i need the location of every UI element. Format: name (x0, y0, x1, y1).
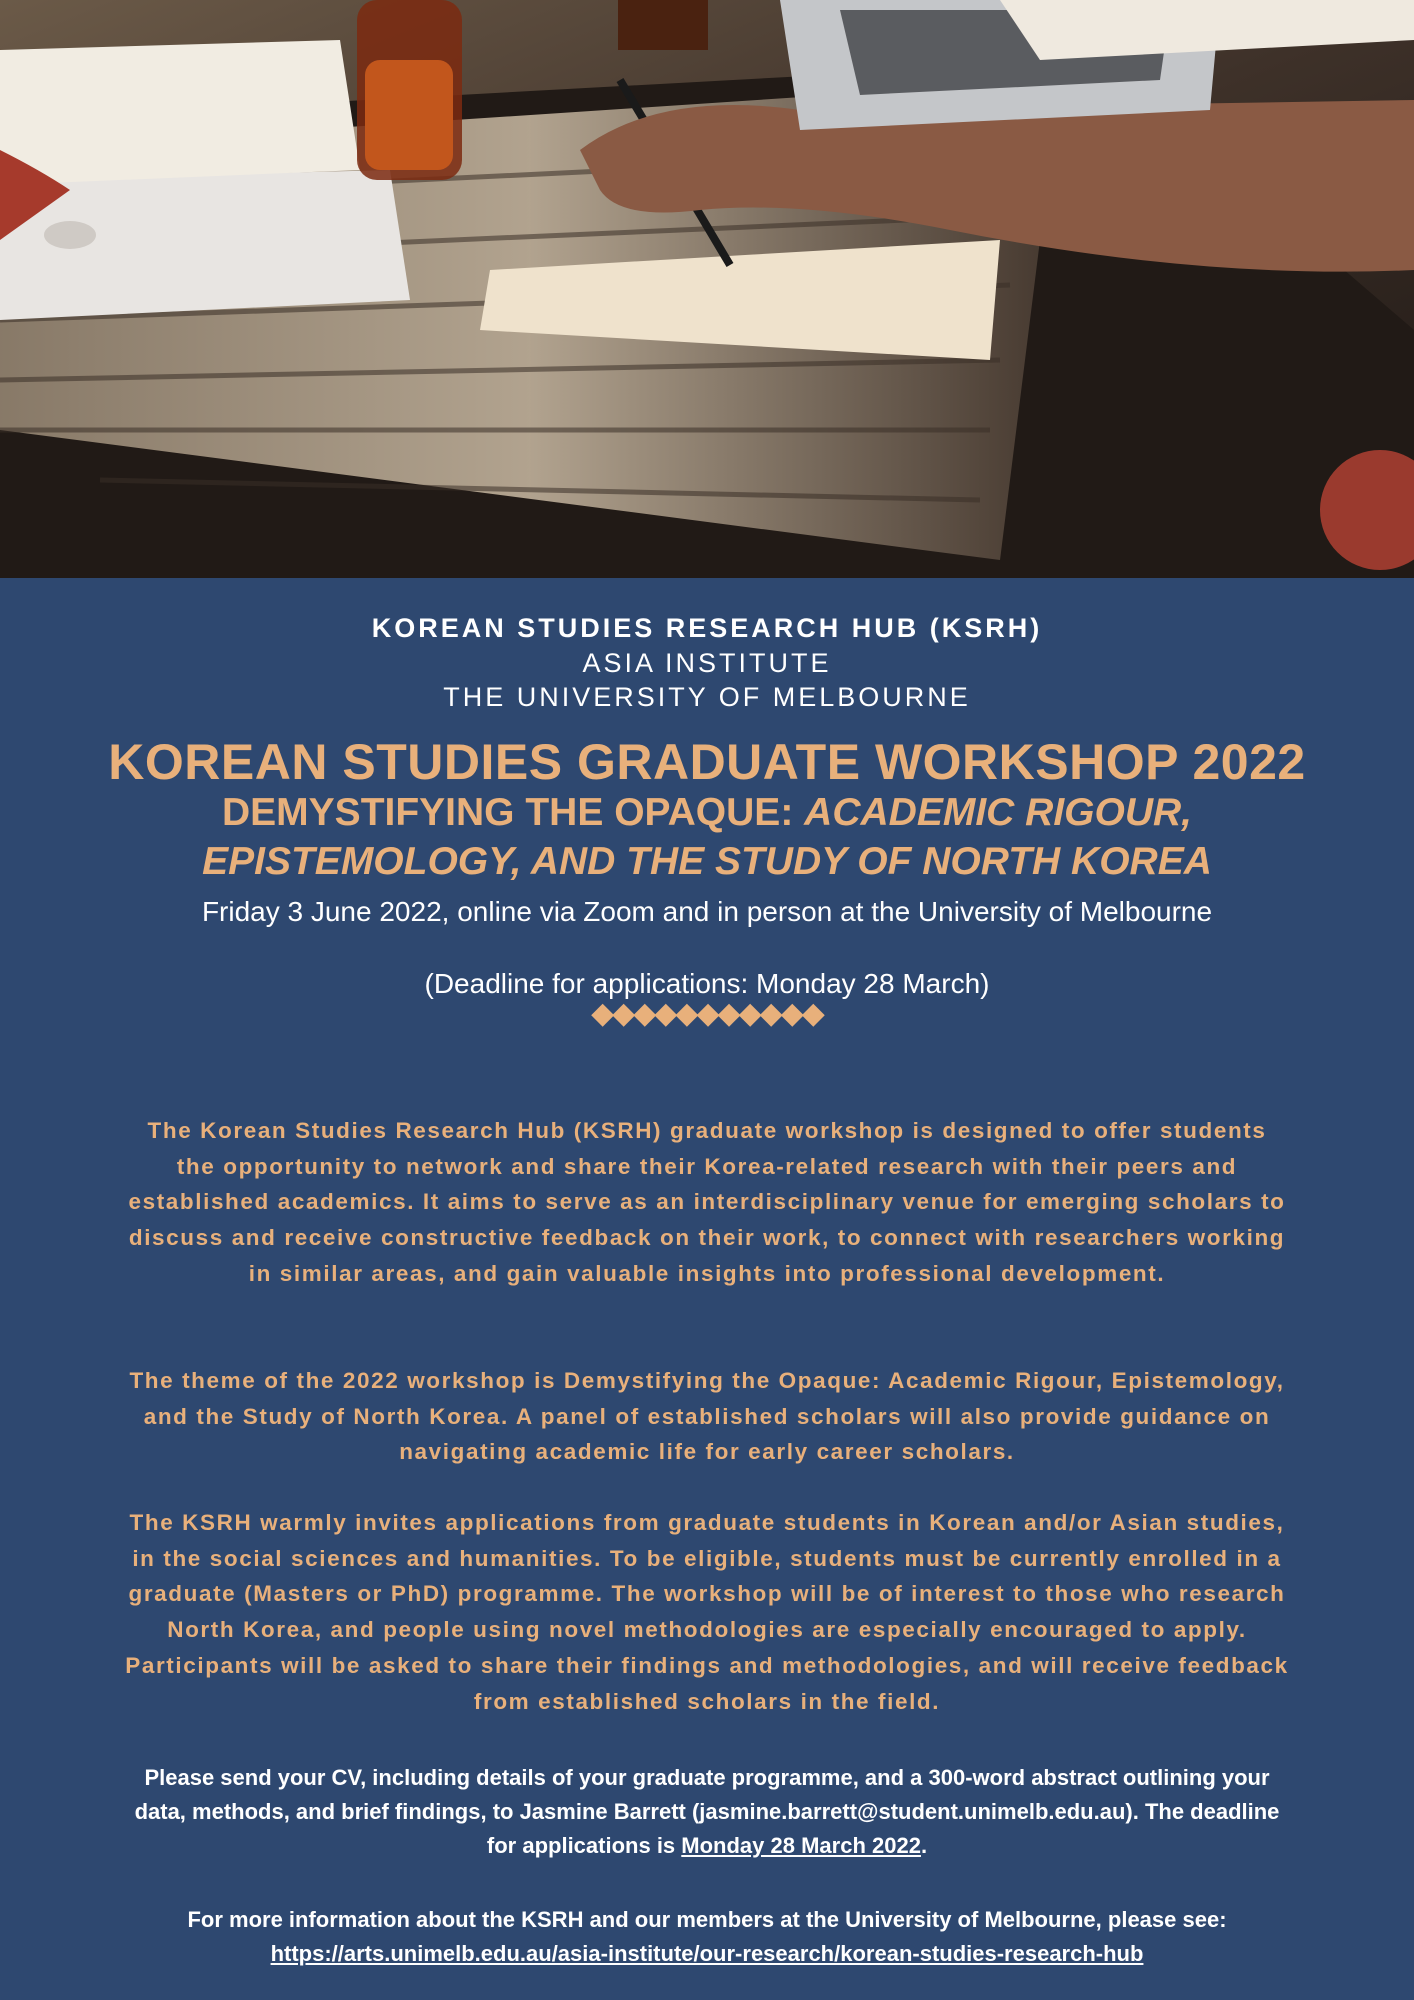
application-instructions (125, 1761, 1289, 1863)
university-name: THE UNIVERSITY OF MELBOURNE (443, 682, 971, 712)
workshop-title: KOREAN STUDIES GRADUATE WORKSHOP 2022 (108, 734, 1306, 790)
theme-paragraph: The theme of the 2022 workshop is Demystifying the Opaque: Academic Rigour, Epistemology, and the Study of North Korea. A panel of established scholars will also provide guidance on navigating academic life for early career scholars. (129, 1368, 1285, 1465)
eligibility-paragraph: The KSRH warmly invites applications from graduate students in Korean and/or Asian studies, in the social sciences and humanities. To be eligible, students must be currently enrolled in a graduate (Masters or PhD) programme. The workshop will be of interest to those who research North Korea, and people using novel methodologies are especially encouraged to apply. Participants will be asked to share their findings and methodologies, and will receive feedback from established scholars in the field. (125, 1510, 1289, 1714)
workshop-subtitle-line1 (0, 791, 1414, 835)
event-date-location: Friday 3 June 2022, online via Zoom and in person at the University of Melbourne (201, 896, 1213, 927)
info-link[interactable]: https://arts.unimelb.edu.au/asia-institute/our-research/korean-studies-research-hub (270, 1941, 1144, 1966)
subtitle-italic: ACADEMIC RIGOUR, (804, 791, 1192, 834)
more-info-text: For more information about the KSRH and our members at the University of Melbourne, please see: (187, 1907, 1227, 1932)
more-info (125, 1903, 1289, 1971)
desk-photo-image (0, 0, 1414, 578)
institute-name: ASIA INSTITUTE (582, 648, 832, 678)
deadline-date: Monday 28 March 2022 (681, 1833, 921, 1858)
workshop-subtitle-line2: EPISTEMOLOGY, AND THE STUDY OF NORTH KOREA (202, 840, 1212, 883)
org-name: KOREAN STUDIES RESEARCH HUB (KSRH) (371, 613, 1043, 643)
diamond-divider: ◆◆◆◆◆◆◆◆◆◆◆ (591, 997, 823, 1030)
deadline-note: (Deadline for applications: Monday 28 March) (424, 968, 990, 999)
hero-photo (0, 0, 1414, 578)
intro-paragraph: The Korean Studies Research Hub (KSRH) graduate workshop is designed to offer students the opportunity to network and share their Korea-related research with their peers and established academics. It aims to serve as an interdisciplinary venue for emerging scholars to discuss and receive constructive feedback on their work, to connect with researchers working in similar areas, and gain valuable insights into professional development. (128, 1118, 1286, 1286)
apply-end: . (920, 1833, 928, 1858)
apply-text: Please send your CV, including details of your graduate programme, and a 300-word abstract outlining your data, methods, and brief findings, to Jasmine Barrett (jasmine.barrett@student.unimelb.edu.au). The deadline for applications is (134, 1765, 1280, 1858)
subtitle-plain: DEMYSTIFYING THE OPAQUE: (222, 791, 805, 834)
content-panel (0, 578, 1414, 2000)
